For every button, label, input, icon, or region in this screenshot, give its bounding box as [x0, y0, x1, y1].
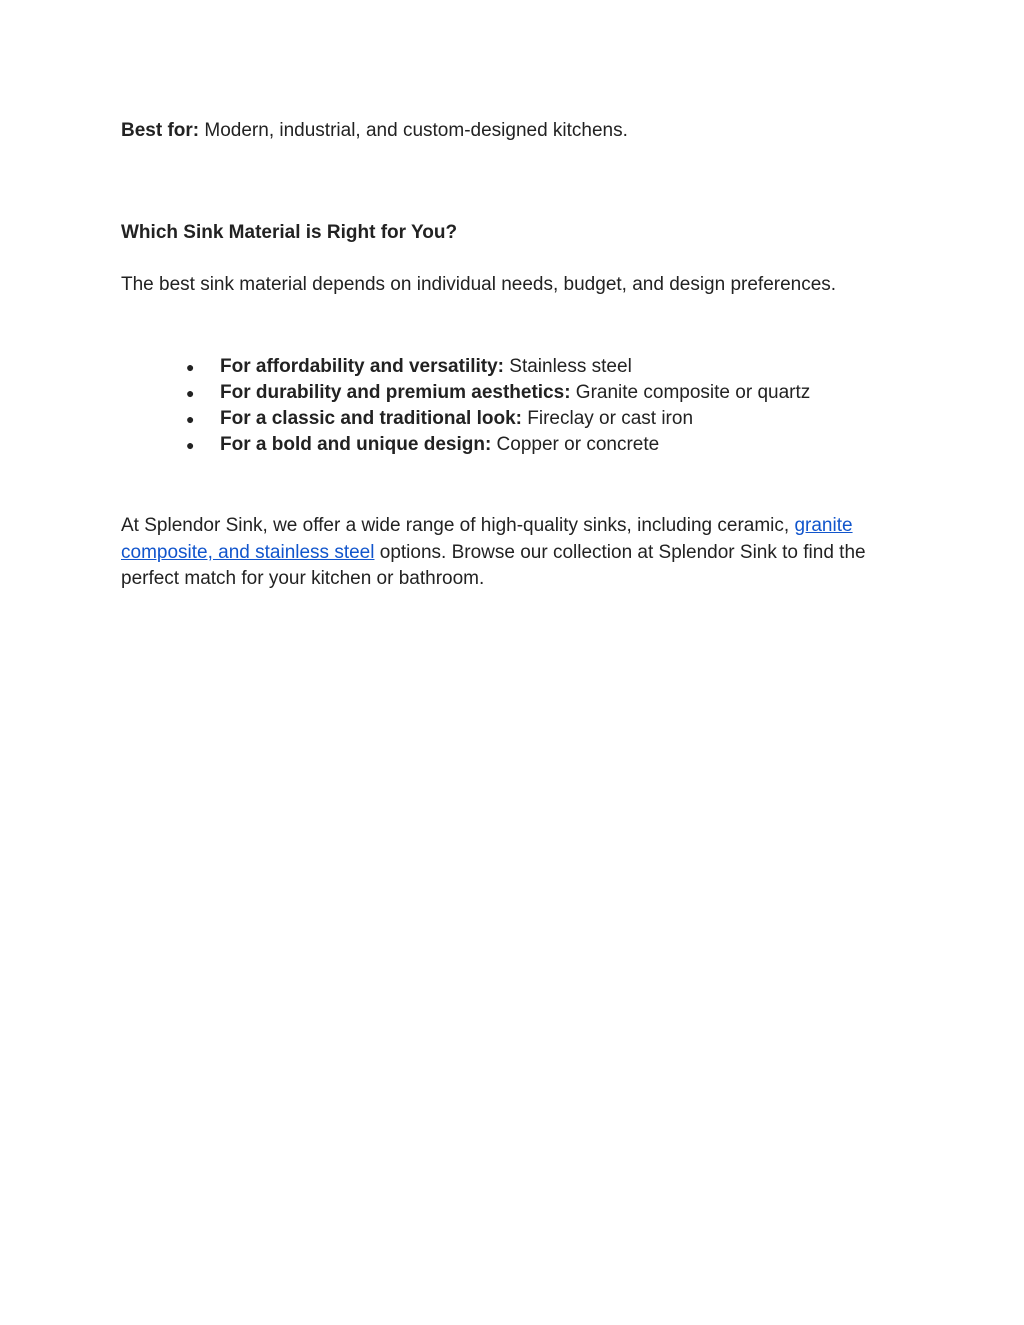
best-for-label: Best for:	[121, 120, 200, 141]
best-for-line	[121, 118, 628, 144]
list-item-text: Stainless steel	[504, 356, 632, 377]
list-item-text: Copper or concrete	[491, 434, 660, 455]
recommendation-list	[186, 354, 810, 458]
list-item	[186, 354, 810, 380]
section-intro: The best sink material depends on individual needs, budget, and design preferences.	[121, 274, 837, 295]
list-item	[186, 380, 810, 406]
list-item-label: For a bold and unique design:	[220, 434, 492, 455]
list-item	[186, 406, 810, 432]
bullet-icon: ●	[186, 437, 195, 453]
best-for-text: Modern, industrial, and custom-designed kitchens.	[199, 120, 628, 141]
list-item-label: For affordability and versatility:	[220, 356, 504, 377]
section-heading: Which Sink Material is Right for You?	[121, 222, 458, 243]
granite-stainless-link[interactable]: granite composite, and stainless steel	[121, 515, 853, 563]
list-item-text: Granite composite or quartz	[570, 382, 811, 403]
list-item-label: For a classic and traditional look:	[220, 408, 522, 429]
list-item-label: For durability and premium aesthetics:	[220, 382, 571, 403]
bullet-icon: ●	[186, 411, 195, 427]
closing-paragraph	[121, 513, 911, 593]
list-item-text: Fireclay or cast iron	[521, 408, 694, 429]
closing-text-before-link: At Splendor Sink, we offer a wide range of high-quality sinks, including ceramic,	[121, 515, 795, 536]
bullet-icon: ●	[186, 359, 195, 375]
bullet-icon: ●	[186, 385, 195, 401]
closing-text-after-link: options. Browse our collection at Splendor Sink to find the perfect match for your kitchen or bathroom.	[121, 541, 866, 589]
list-item	[186, 432, 810, 458]
